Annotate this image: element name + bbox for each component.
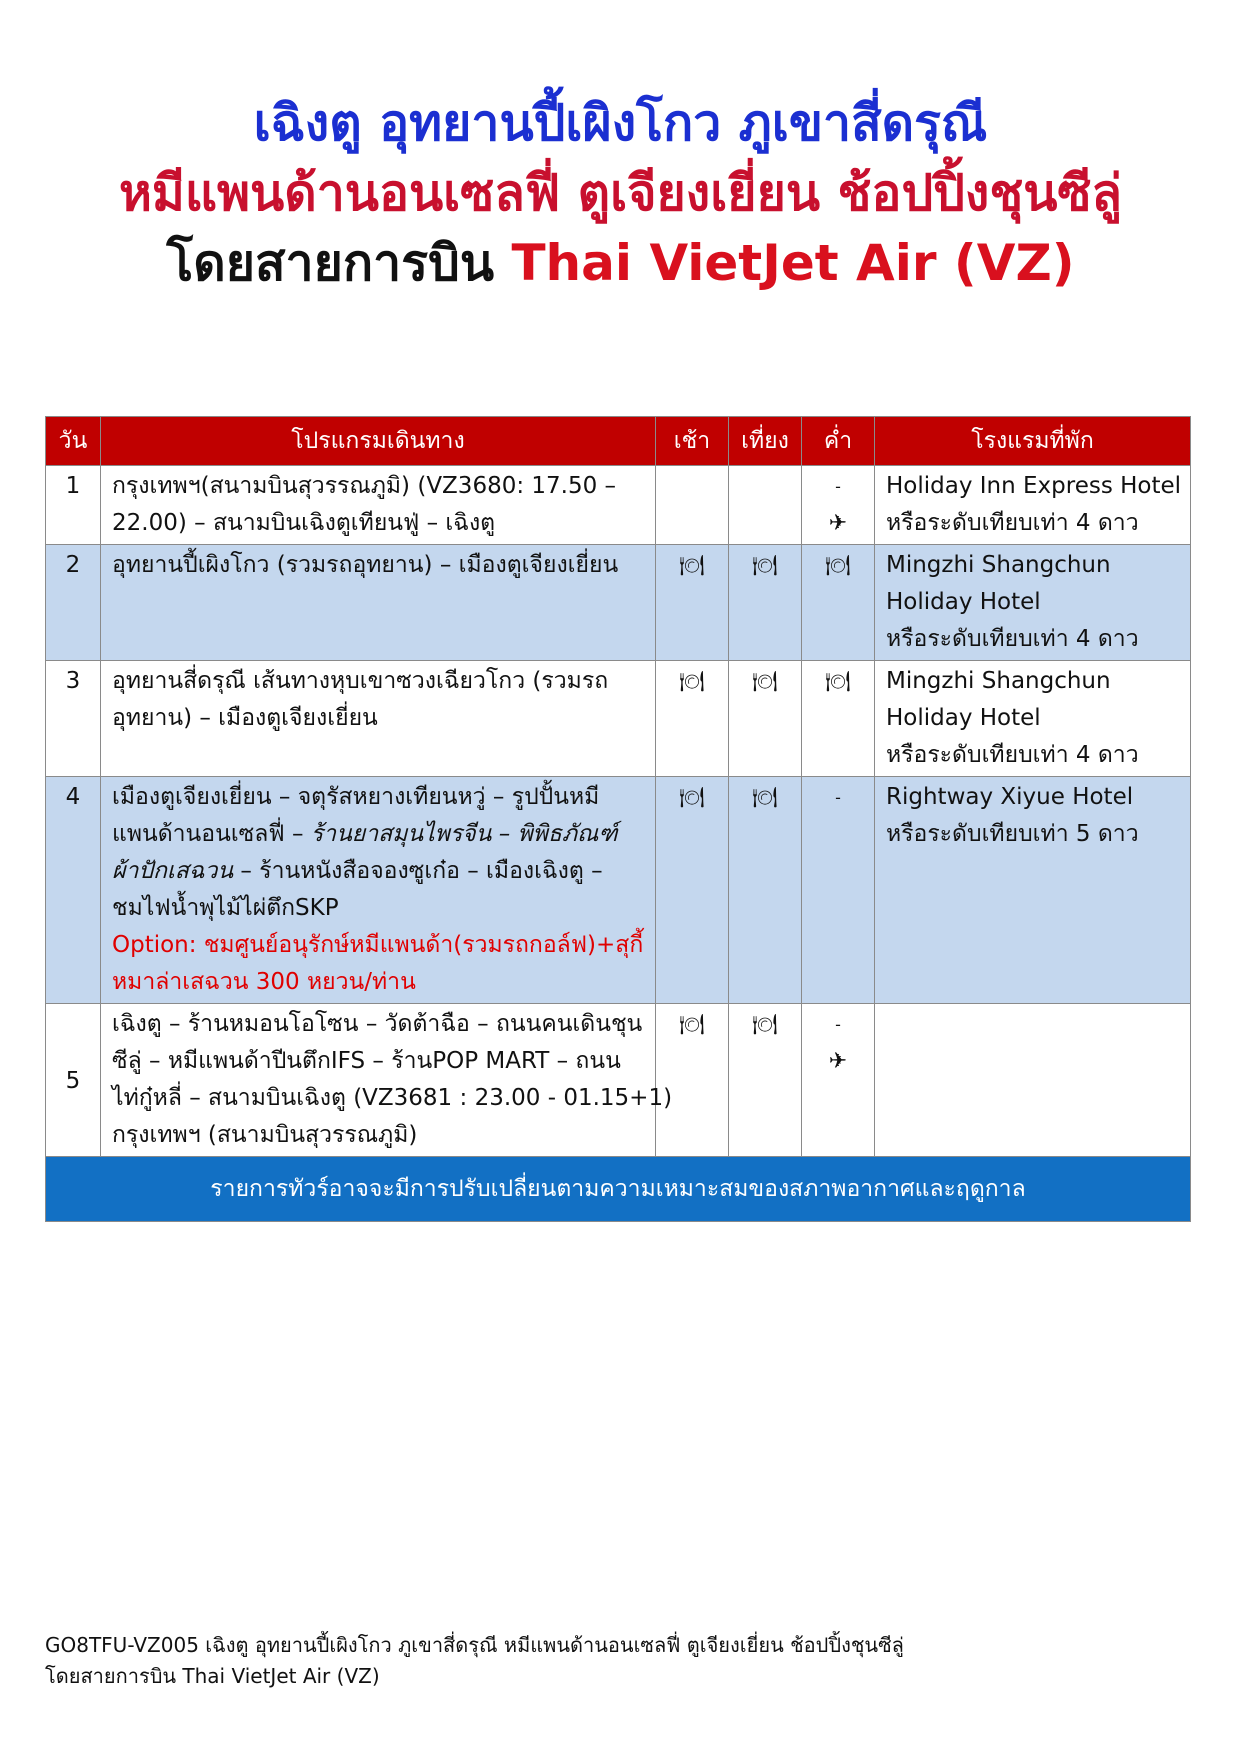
title-airline-name: Thai VietJet Air (VZ) <box>511 234 1075 292</box>
day-number: 5 <box>46 1004 101 1157</box>
hotel-line: หรือระดับเทียบเท่า 4 ดาว <box>886 510 1139 536</box>
lunch-cell <box>729 545 802 661</box>
program-line <box>112 816 647 853</box>
dinner-dash: - <box>835 477 841 496</box>
hotel-line: Holiday Hotel <box>886 705 1041 731</box>
airplane-icon: ✈ <box>828 1049 848 1074</box>
header-program: โปรแกรมเดินทาง <box>101 417 656 466</box>
dinner-cell <box>802 466 875 545</box>
hotel-line: หรือระดับเทียบเท่า 4 ดาว <box>886 626 1139 652</box>
table-row <box>46 545 1191 661</box>
program-line: อุทยานสี่ดรุณี เส้นทางหุบเขาซวงเฉียวโกว (รวมรถ <box>112 668 609 694</box>
dinner-dash: - <box>835 788 841 807</box>
hotel-line: หรือระดับเทียบเท่า 5 ดาว <box>886 821 1139 847</box>
plate-icon: 🍽 <box>752 669 778 693</box>
program-cell <box>101 1004 673 1157</box>
hotel-line: Mingzhi Shangchun <box>886 668 1111 694</box>
table-note: รายการทัวร์อาจจะมีการปรับเปลี่ยนตามความเหมาะสมของสภาพอากาศและฤดูกาล <box>46 1157 1191 1222</box>
dinner-dash: - <box>835 1015 841 1034</box>
day-number: 1 <box>46 466 101 545</box>
program-line: อุทยาน) – เมืองตูเจียงเยี่ยน <box>112 705 378 731</box>
header-dinner: ค่ำ <box>802 417 875 466</box>
hotel-line: Holiday Inn Express Hotel <box>886 473 1182 499</box>
program-line: ซีลู่ – หมีแพนด้าปีนตึกIFS – ร้านPOP MART – ถนน <box>112 1048 621 1074</box>
table-row <box>46 1004 1191 1157</box>
program-line: เฉิงตู – ร้านหมอนโอโซน – วัดต้าฉือ – ถนนคนเดินชุน <box>112 1011 643 1037</box>
plate-icon: 🍽 <box>679 785 705 809</box>
lunch-cell <box>729 661 802 777</box>
program-text: – ร้านหนังสือจองซูเก๋อ – เมืองเฉิงตู – <box>233 858 603 884</box>
table-note-row <box>46 1157 1191 1222</box>
page-footer <box>45 1630 1195 1692</box>
program-line: เมืองตูเจียงเยี่ยน – จตุรัสหยางเทียนหวู่ – รูปปั้นหมี <box>112 784 600 810</box>
table-header-row <box>46 417 1191 466</box>
breakfast-cell <box>656 545 729 661</box>
title-airline-prefix: โดยสายการบิน <box>166 234 495 292</box>
plate-icon: 🍽 <box>679 553 705 577</box>
program-cell <box>101 661 656 777</box>
plate-icon: 🍽 <box>752 553 778 577</box>
title-line-1: เฉิงตู อุทยานปี้เผิงโกว ภูเขาสี่ดรุณี <box>253 94 988 152</box>
plate-icon: 🍽 <box>679 1012 705 1036</box>
lunch-cell <box>729 1004 802 1157</box>
dinner-cell <box>802 1004 875 1157</box>
day-number: 2 <box>46 545 101 661</box>
program-line: ชมไฟน้ำพุไม้ไผ่ตึกSKP <box>112 895 339 921</box>
header-hotel: โรงแรมที่พัก <box>875 417 1191 466</box>
dinner-cell <box>802 661 875 777</box>
lunch-cell <box>729 777 802 1004</box>
program-text-italic: ผ้าปักเสฉวน <box>112 858 234 884</box>
program-text-italic: ร้านยาสมุนไพรจีน – พิพิธภัณฑ์ <box>310 821 618 847</box>
option-line: หมาล่าเสฉวน 300 หยวน/ท่าน <box>112 969 416 995</box>
program-text: แพนด้านอนเซลฟี่ – <box>112 821 311 847</box>
day-number: 3 <box>46 661 101 777</box>
plate-icon: 🍽 <box>752 785 778 809</box>
program-cell <box>101 545 656 661</box>
lunch-cell <box>729 466 802 545</box>
dinner-cell <box>802 545 875 661</box>
itinerary-table <box>45 416 1191 1222</box>
plate-icon: 🍽 <box>825 553 851 577</box>
hotel-line: หรือระดับเทียบเท่า 4 ดาว <box>886 742 1139 768</box>
airplane-icon: ✈ <box>828 511 848 536</box>
program-line <box>112 853 647 890</box>
table-row <box>46 777 1191 1004</box>
plate-icon: 🍽 <box>679 669 705 693</box>
program-line: กรุงเทพฯ (สนามบินสุวรรณภูมิ) <box>112 1122 418 1148</box>
header-day: วัน <box>46 417 101 466</box>
program-cell <box>101 466 656 545</box>
title-line-2: หมีแพนด้านอนเซลฟี่ ตูเจียงเยี่ยน ช้อปปิ้งชุนซีลู่ <box>118 164 1123 222</box>
title-block <box>0 88 1241 298</box>
option-line: Option: ชมศูนย์อนุรักษ์หมีแพนด้า(รวมรถกอล์ฟ)+สุกี้ <box>112 932 644 958</box>
breakfast-cell <box>656 466 729 545</box>
day-number: 4 <box>46 777 101 1004</box>
program-cell <box>101 777 656 1004</box>
footer-line-2: โดยสายการบิน Thai VietJet Air (VZ) <box>45 1664 380 1688</box>
hotel-cell <box>875 466 1191 545</box>
hotel-cell <box>875 1004 1191 1157</box>
program-line: อุทยานปี้เผิงโกว (รวมรถอุทยาน) – เมืองตูเจียงเยี่ยน <box>112 552 619 578</box>
title-line-3 <box>0 228 1241 298</box>
footer-line-1: GO8TFU-VZ005 เฉิงตู อุทยานปี้เผิงโกว ภูเขาสี่ดรุณี หมีแพนด้านอนเซลฟี่ ตูเจียงเยี่ยน ช้อปปิ้งชุนซีลู่ <box>45 1633 904 1657</box>
header-lunch: เที่ยง <box>729 417 802 466</box>
plate-icon: 🍽 <box>825 669 851 693</box>
hotel-cell <box>875 661 1191 777</box>
hotel-cell <box>875 777 1191 1004</box>
hotel-cell <box>875 545 1191 661</box>
hotel-line: Holiday Hotel <box>886 589 1041 615</box>
hotel-line: Rightway Xiyue Hotel <box>886 784 1134 810</box>
program-line: ไท่กู๋หลี่ – สนามบินเฉิงตู (VZ3681 : 23.00 - 01.15+1) <box>112 1085 673 1111</box>
breakfast-cell <box>656 661 729 777</box>
program-line: กรุงเทพฯ(สนามบินสุวรรณภูมิ) (VZ3680: 17.50 – <box>112 473 617 499</box>
plate-icon: 🍽 <box>752 1012 778 1036</box>
table-row <box>46 661 1191 777</box>
breakfast-cell <box>656 1004 729 1157</box>
dinner-cell <box>802 777 875 1004</box>
header-breakfast: เช้า <box>656 417 729 466</box>
table-row <box>46 466 1191 545</box>
breakfast-cell <box>656 777 729 1004</box>
program-line: 22.00) – สนามบินเฉิงตูเทียนฟู่ – เฉิงตู <box>112 510 496 536</box>
hotel-line: Mingzhi Shangchun <box>886 552 1111 578</box>
